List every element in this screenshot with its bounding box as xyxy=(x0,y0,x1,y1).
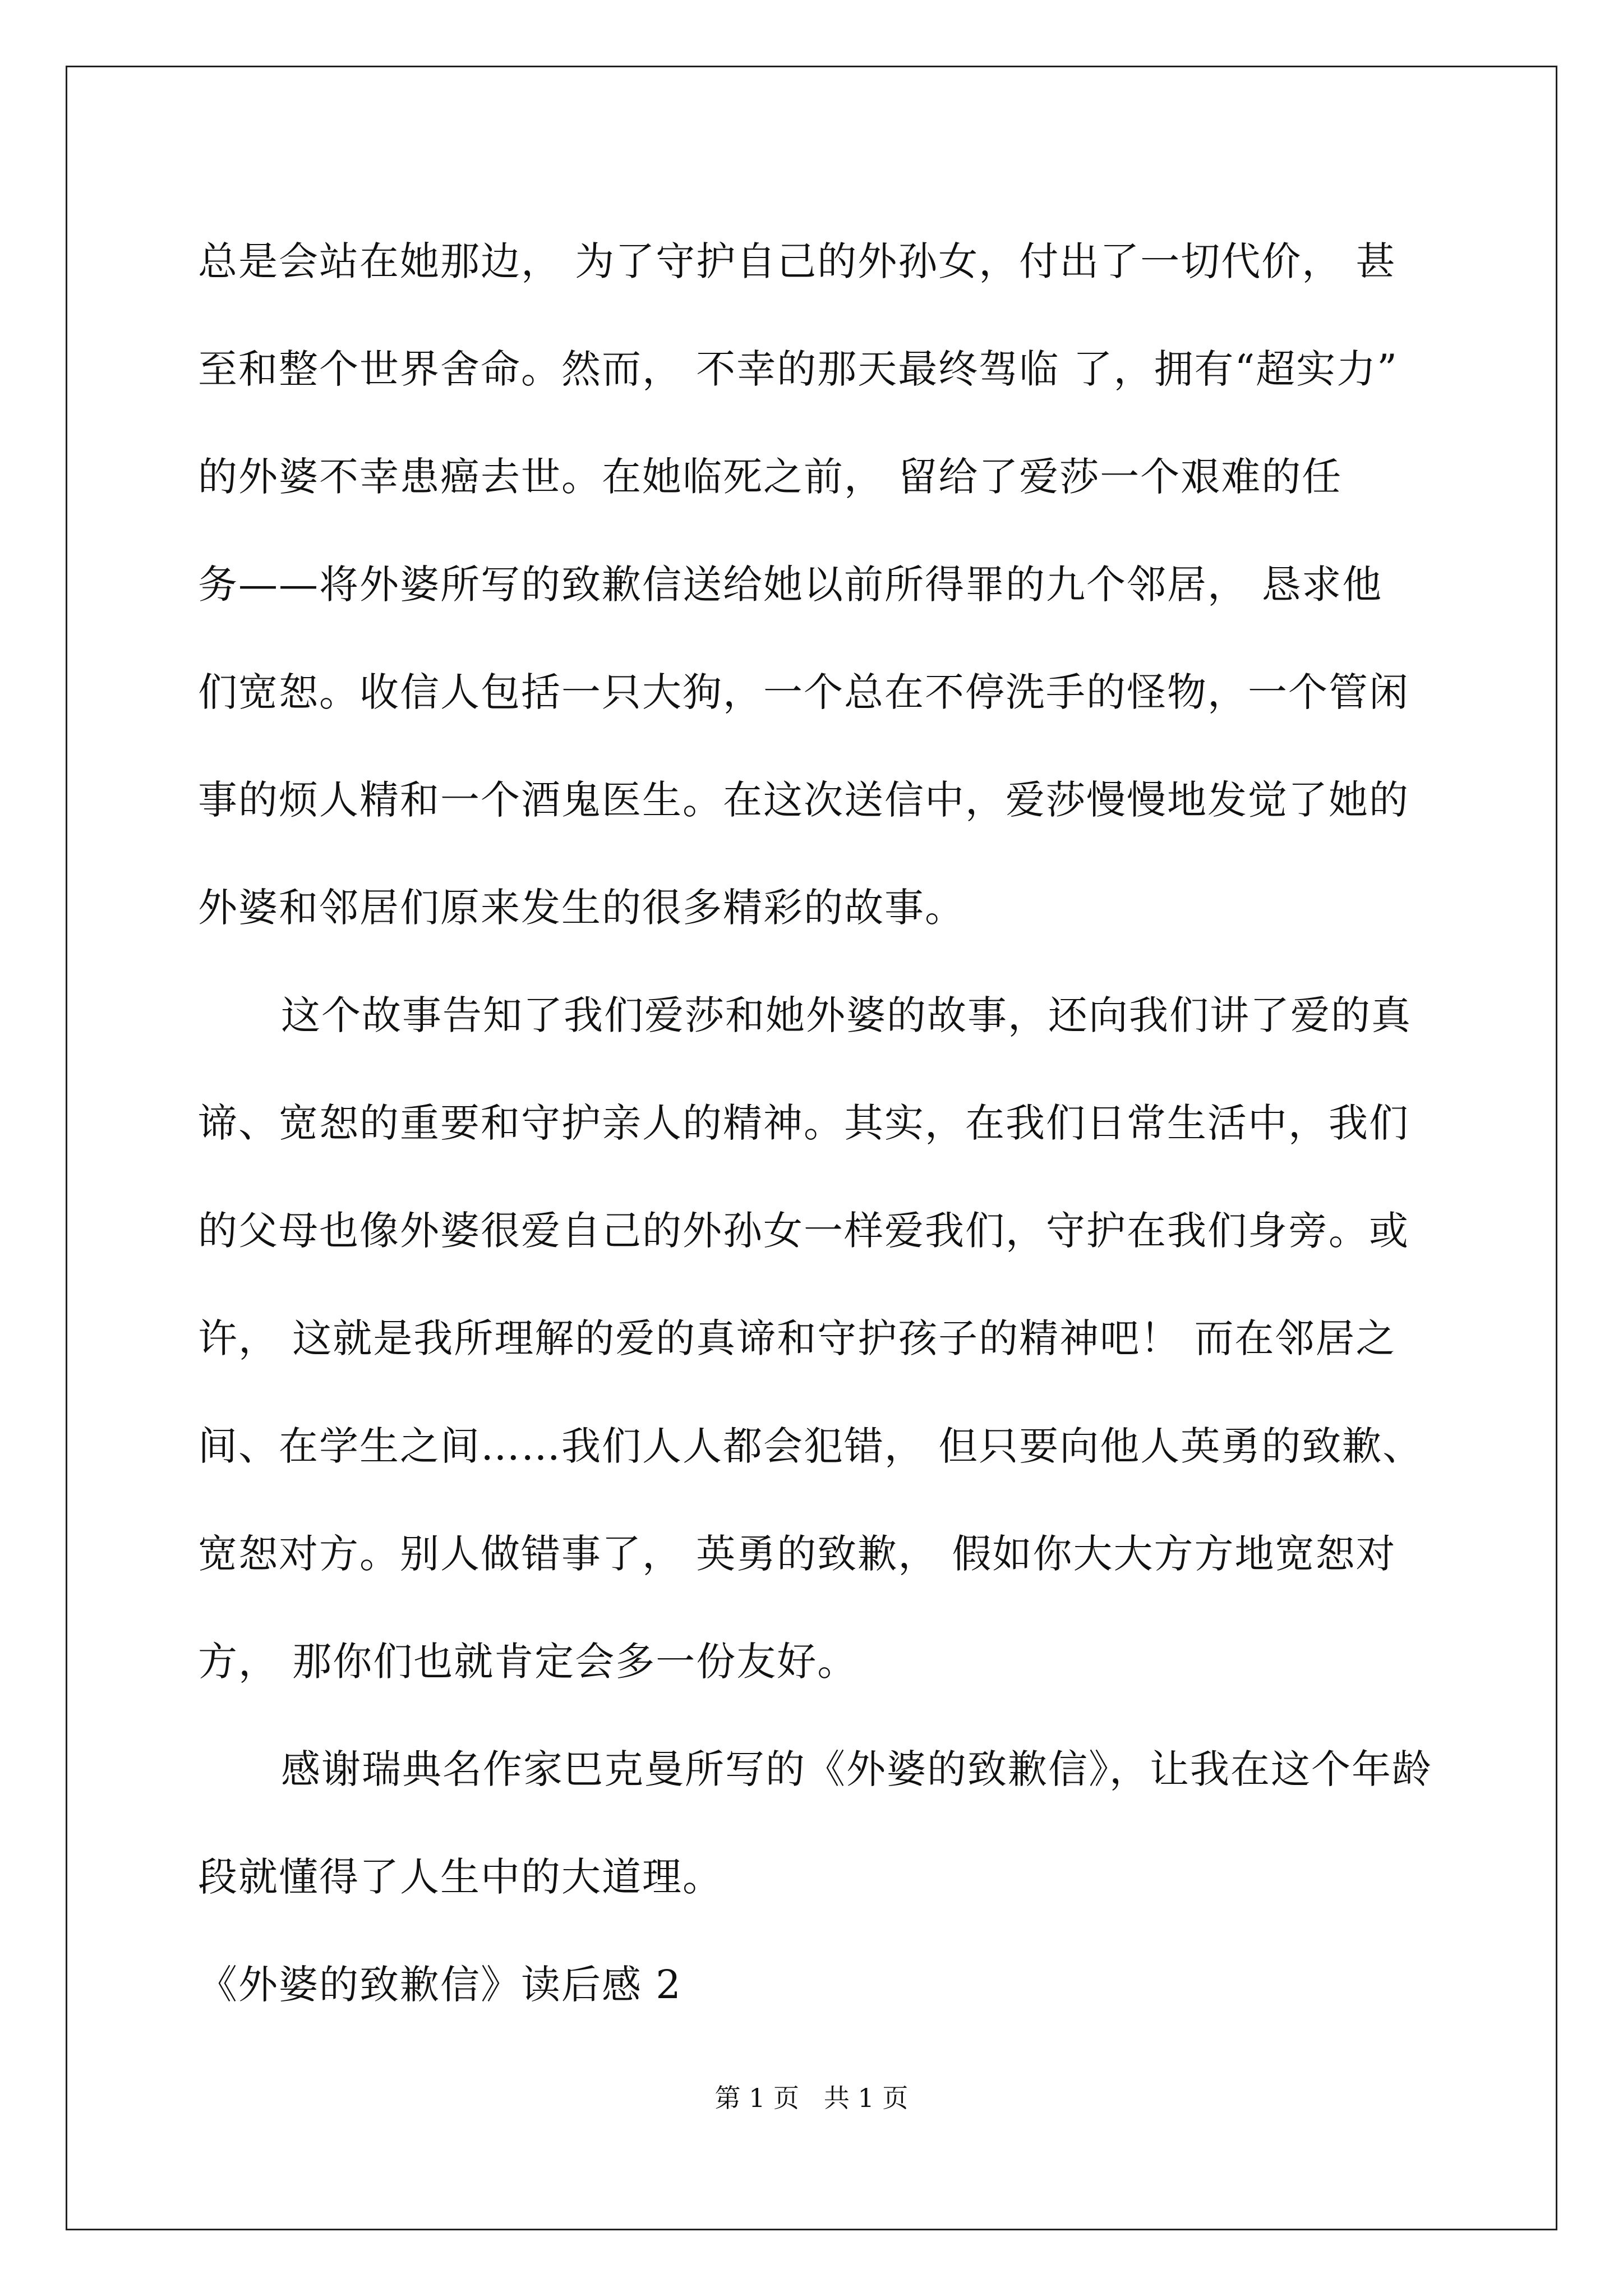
text-line: 方， 那你们也就肯定会多一份友好。 xyxy=(198,1639,858,1685)
document-body xyxy=(198,208,1488,2039)
text-line: 宽恕对方。别人做错事了， 英勇的致歉， 假如你大大方方地宽恕对 xyxy=(198,1531,1396,1577)
text-line: 们宽恕。收信人包括一只大狗，一个总在不停洗手的怪物，一个管闲 xyxy=(198,669,1409,715)
text-line: 总是会站在她那边， 为了守护自己的外孙女，付出了一切代价， 甚 xyxy=(198,238,1396,284)
text-line: 谛、宽恕的重要和守护亲人的精神。其实，在我们日常生活中，我们 xyxy=(198,1100,1409,1146)
text-line: 的父母也像外婆很爱自己的外孙女一样爱我们，守护在我们身旁。或 xyxy=(198,1208,1409,1254)
text-line: 外婆和邻居们原来发生的很多精彩的故事。 xyxy=(198,885,965,931)
page-footer: 第 1 页 共 1 页 xyxy=(714,2083,909,2113)
text-line: 事的烦人精和一个酒鬼医生。在这次送信中，爱莎慢慢地发觉了她的 xyxy=(198,777,1409,823)
text-line: 段就懂得了人生中的大道理。 xyxy=(198,1854,723,1900)
text-line: 至和整个世界舍命。然而， 不幸的那天最终驾临 了，拥有“超实力” xyxy=(198,346,1399,392)
paragraph-start-line: 感谢瑞典名作家巴克曼所写的《外婆的致歉信》，让我在这个年龄 xyxy=(281,1746,1432,1792)
text-line: 的外婆不幸患癌去世。在她临死之前， 留给了爱莎一个艰难的任 xyxy=(198,454,1343,500)
text-line: 许， 这就是我所理解的爱的真谛和守护孩子的精神吧！ 而在邻居之 xyxy=(198,1315,1396,1361)
next-section-title: 《外婆的致歉信》读后感 2 xyxy=(198,1962,682,2008)
text-line: 务——将外婆所写的致歉信送给她以前所得罪的九个邻居， 恳求他 xyxy=(198,562,1383,608)
paragraph-start-line: 这个故事告知了我们爱莎和她外婆的故事，还向我们讲了爱的真 xyxy=(281,992,1412,1038)
text-line: 间、在学生之间……我们人人都会犯错， 但只要向他人英勇的致歉、 xyxy=(198,1423,1423,1469)
